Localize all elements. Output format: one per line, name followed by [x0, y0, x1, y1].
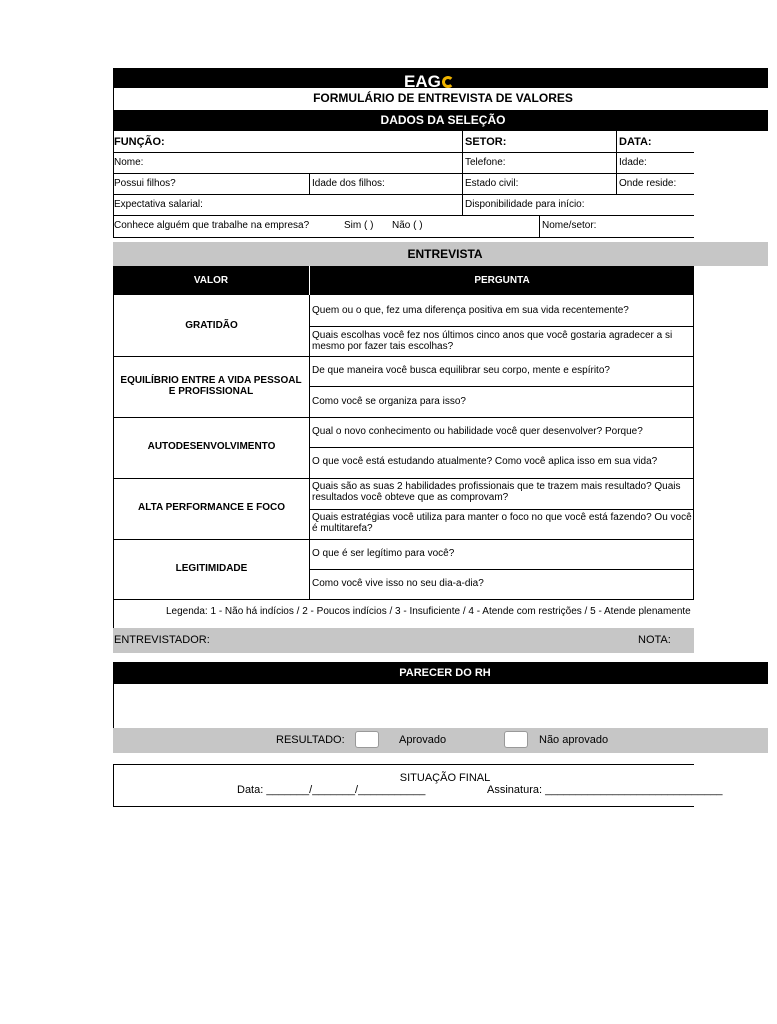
entrevistador-field[interactable]: ENTREVISTADOR:: [114, 634, 210, 646]
funcao-field[interactable]: FUNÇÃO:: [114, 136, 165, 148]
estado-civil-field[interactable]: Estado civil:: [465, 178, 519, 189]
nome-field[interactable]: Nome:: [114, 157, 144, 168]
nao-option[interactable]: Não ( ): [392, 220, 423, 231]
table-row-question: De que maneira você busca equilibrar seu corpo, mente e espírito?: [312, 365, 610, 376]
table-row-question: Quem ou o que, fez uma diferença positiva em sua vida recentemente?: [312, 305, 629, 316]
setor-field[interactable]: SETOR:: [465, 136, 507, 148]
logo-mark-icon: [442, 76, 454, 88]
possui-filhos-field[interactable]: Possui filhos?: [114, 178, 176, 189]
nao-aprovado-label: Não aprovado: [539, 734, 609, 746]
company-logo: EAG: [404, 72, 454, 90]
nota-field[interactable]: NOTA:: [638, 634, 671, 646]
table-row-question: Qual o novo conhecimento ou habilidade você quer desenvolver? Porque?: [312, 426, 643, 437]
conhece-label: Conhece alguém que trabalhe na empresa?: [114, 220, 310, 231]
rh-notes-area[interactable]: [114, 685, 694, 727]
nao-aprovado-checkbox[interactable]: [504, 731, 528, 748]
col-pergunta-header: PERGUNTA: [474, 275, 530, 286]
table-row-question: Como você vive isso no seu dia-a-dia?: [312, 578, 484, 589]
sim-option[interactable]: Sim ( ): [344, 220, 374, 231]
expectativa-field[interactable]: Expectativa salarial:: [114, 199, 203, 210]
assinatura-line[interactable]: Assinatura: _____________________________: [487, 784, 723, 796]
form-title: FORMULÁRIO DE ENTREVISTA DE VALORES: [313, 91, 573, 105]
table-row-valor: EQUILÍBRIO ENTRE A VIDA PESSOAL E PROFISSIONAL: [120, 375, 302, 397]
disponibilidade-field[interactable]: Disponibilidade para início:: [465, 199, 585, 210]
interview-heading-text: ENTREVISTA: [407, 247, 483, 261]
table-row-question: O que você está estudando atualmente? Como você aplica isso em sua vida?: [312, 456, 658, 467]
telefone-field[interactable]: Telefone:: [465, 157, 506, 168]
table-row-question: O que é ser legítimo para você?: [312, 548, 455, 559]
legend-text: Legenda: 1 - Não há indícios / 2 - Poucos indícios / 3 - Insuficiente / 4 - Atende com restrições / 5 - Atende plenamente: [166, 606, 691, 617]
table-row-valor: LEGITIMIDADE: [175, 563, 248, 574]
aprovado-label: Aprovado: [399, 734, 447, 746]
table-row-valor: GRATIDÃO: [185, 320, 238, 331]
table-row-question: Quais são as suas 2 habilidades profissionais que te trazem mais resultado? Quais resultados você obteve que as comprovam?: [312, 481, 681, 503]
situacao-final-label: SITUAÇÃO FINAL: [399, 772, 491, 784]
table-row-question: Quais escolhas você fez nos últimos cinco anos que você gostaria agradecer a si mesmo por fazer tais escolhas?: [312, 330, 673, 352]
idade-field[interactable]: Idade:: [619, 157, 647, 168]
col-valor-header: VALOR: [193, 275, 229, 286]
table-row-question: Como você se organiza para isso?: [312, 396, 466, 407]
table-row-valor: ALTA PERFORMANCE E FOCO: [137, 502, 286, 513]
nome-setor-field[interactable]: Nome/setor:: [542, 220, 597, 231]
aprovado-checkbox[interactable]: [355, 731, 379, 748]
data-signature-line[interactable]: Data: _______/_______/___________: [237, 784, 426, 796]
selection-heading-text: DADOS DA SELEÇÃO: [380, 113, 506, 127]
data-field[interactable]: DATA:: [619, 136, 652, 148]
idade-filhos-field[interactable]: Idade dos filhos:: [312, 178, 385, 189]
rh-heading-text: PARECER DO RH: [399, 667, 491, 679]
table-row-question: Quais estratégias você utiliza para manter o foco no que você está fazendo? Ou você é multitarefa?: [312, 512, 692, 534]
resultado-label: RESULTADO:: [276, 734, 345, 746]
onde-reside-field[interactable]: Onde reside:: [619, 178, 677, 189]
table-row-valor: AUTODESENVOLVIMENTO: [147, 441, 276, 452]
